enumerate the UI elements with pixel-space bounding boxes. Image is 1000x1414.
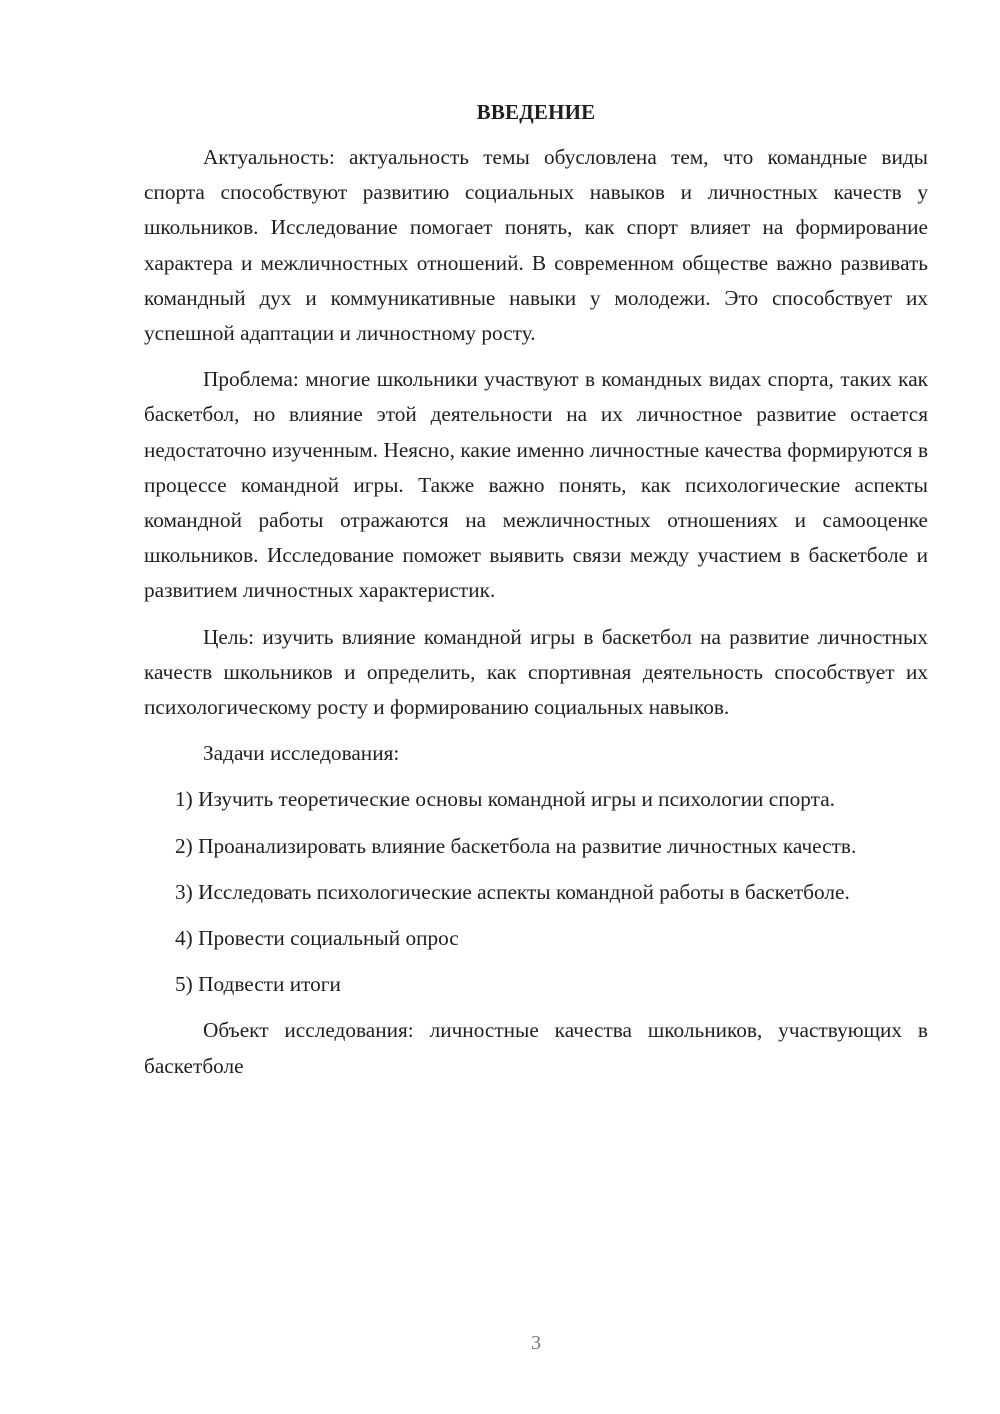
task-item-3: 3) Исследовать психологические аспекты командной работы в баскетболе. bbox=[175, 879, 850, 904]
section-title: ВВЕДЕНИЕ bbox=[476, 100, 596, 124]
task-item-5: 5) Подвести итоги bbox=[175, 972, 341, 997]
task-item-2: 2) Проанализировать влияние баскетбола на развитие личностных качеств. bbox=[175, 833, 857, 858]
problem-paragraph: Проблема: многие школьники участвуют в командных видах спорта, таких как баскетбол, но влияние этой деятельности на их личностное развитие остается недостаточно изученным. Неясно, какие именно личностные качества формируются в процессе командной игры. Также важно понять, как психологические аспекты командной работы отражаются на межличностных отношениях и самооценке школьников. Исследование поможет выявить связи между участием в баскетболе и развитием личностных характеристик. bbox=[144, 367, 928, 603]
tasks-heading: Задачи исследования: bbox=[203, 741, 400, 766]
page-number: 3 bbox=[531, 1332, 541, 1354]
document-page bbox=[144, 95, 928, 1084]
object-paragraph: Объект исследования: личностные качества школьников, участвующих в баскетболе bbox=[144, 1018, 928, 1078]
goal-paragraph: Цель: изучить влияние командной игры в баскетбол на развитие личностных качеств школьников и определить, как спортивная деятельность способствует их психологическому росту и формированию социальных навыков. bbox=[144, 624, 928, 720]
task-item-1: 1) Изучить теоретические основы командной игры и психологии спорта. bbox=[175, 787, 835, 812]
task-item-4: 4) Провести социальный опрос bbox=[175, 926, 459, 951]
relevance-paragraph: Актуальность: актуальность темы обусловлена тем, что командные виды спорта способствуют развитию социальных навыков и личностных качеств у школьников. Исследование помогает понять, как спорт влияет на формирование характера и межличностных отношений. В современном обществе важно развивать командный дух и коммуникативные навыки у молодежи. Это способствует их успешной адаптации и личностному росту. bbox=[144, 145, 928, 346]
